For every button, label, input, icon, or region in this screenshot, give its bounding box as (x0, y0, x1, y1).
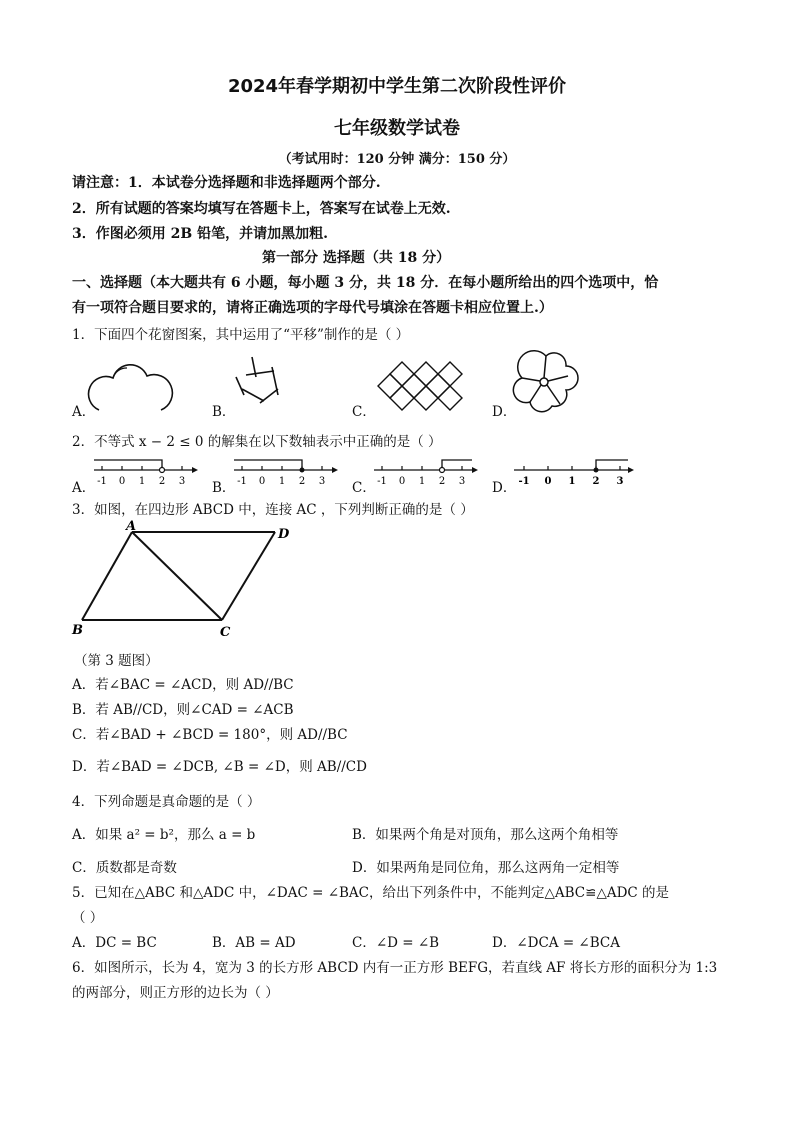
tick-label: 1 (138, 476, 146, 487)
tick-label: 2 (592, 476, 600, 487)
q2-option-d-label: D． (492, 480, 517, 496)
note-2: 2．所有试题的答案均填写在答题卡上，答案写在试卷上无效. (72, 201, 451, 217)
part1-instruction-line2: 有一项符合题目要求的，请将正确选项的字母代号填涂在答题卡相应位置上.） (72, 300, 553, 316)
q2-option-c-label: C． (352, 480, 376, 496)
tick-label: 0 (398, 476, 406, 487)
exam-subtitle: 七年级数学试卷 (334, 118, 460, 139)
q1-option-b-label: B． (212, 404, 236, 420)
q2-numberline-c (372, 452, 482, 488)
q6-stem-line2: 的两部分，则正方形的边长为（ ） (72, 985, 279, 1001)
q1-figure-a-clouds (95, 358, 170, 418)
tick-label: 0 (544, 476, 552, 487)
q3-quadrilateral-figure (70, 519, 300, 642)
tick-label: 0 (258, 476, 266, 487)
tick-label: 2 (298, 476, 306, 487)
q1-stem: 1．下面四个花窗图案，其中运用了“平移”制作的是（ ） (72, 327, 410, 343)
q1-option-d-label: D． (492, 404, 517, 420)
q1-figure-d-flower (516, 352, 576, 412)
tick-label: -1 (97, 476, 107, 487)
tick-label: 0 (118, 476, 126, 487)
q4-stem: 4．下列命题是真命题的是（ ） (72, 794, 261, 810)
q3-stem: 3．如图，在四边形 ABCD 中，连接 AC ，下列判断正确的是（ ） (72, 502, 474, 518)
q5-stem-line1: 5．已知在△ABC 和△ADC 中，∠DAC = ∠BAC，给出下列条件中，不能判定△ABC≌△ADC 的是 (72, 885, 670, 901)
tick-label: -1 (377, 476, 387, 487)
vertex-label-b: B (72, 623, 83, 638)
q3-option-c: C．若∠BAD + ∠BCD = 180°，则 AD//BC (72, 727, 348, 743)
q2-numberline-d (512, 452, 637, 488)
q3-option-b: B．若 AB//CD，则∠CAD = ∠ACB (72, 702, 294, 718)
q4-option-a: A．如果 a² = b²，那么 a = b (72, 827, 256, 843)
q3-option-d: D．若∠BAD = ∠DCB, ∠B = ∠D，则 AB//CD (72, 759, 367, 775)
q4-option-c: C．质数都是奇数 (72, 860, 177, 876)
q1-option-c-label: C． (352, 404, 376, 420)
tick-label: 2 (158, 476, 166, 487)
q5-option-b: B．AB = AD (212, 935, 296, 951)
q5-option-d: D．∠DCA = ∠BCA (492, 935, 620, 951)
tick-label: 2 (438, 476, 446, 487)
tick-label: -1 (518, 476, 530, 487)
vertex-label-a: A (126, 519, 137, 534)
exam-title: 2024年春学期初中学生第二次阶段性评价 (227, 76, 567, 97)
q2-stem: 2．不等式 x − 2 ≤ 0 的解集在以下数轴表示中正确的是（ ） (72, 434, 442, 450)
tick-label: 1 (568, 476, 576, 487)
note-3: 3．作图必须用 2B 铅笔，并请加黑加粗. (72, 226, 328, 242)
part1-instruction-line1: 一、选择题（本大题共有 6 小题，每小题 3 分，共 18 分．在每小题所给出的四个选项中，恰 (72, 275, 659, 291)
tick-label: 1 (418, 476, 426, 487)
q3-figure-caption: （第 3 题图） (74, 653, 159, 669)
part1-heading: 第一部分 选择题（共 18 分） (262, 250, 451, 266)
tick-label: 3 (178, 476, 186, 487)
q2-option-b-label: B． (212, 480, 236, 496)
q1-figure-c-lattice (376, 360, 466, 416)
q4-option-d: D．如果两角是同位角，那么这两角一定相等 (352, 860, 620, 876)
tick-label: 3 (616, 476, 624, 487)
q3-option-a: A．若∠BAC = ∠ACD，则 AD//BC (72, 677, 294, 693)
q2-option-a-label: A． (72, 480, 96, 496)
vertex-label-c: C (220, 625, 231, 640)
tick-label: -1 (237, 476, 247, 487)
vertex-label-d: D (278, 527, 290, 542)
q5-option-a: A．DC = BC (72, 935, 157, 951)
q2-numberline-b (232, 452, 342, 488)
exam-info: （考试用时：120 分钟 满分：150 分） (278, 152, 516, 167)
q4-option-b: B．如果两个角是对顶角，那么这两个角相等 (352, 827, 619, 843)
q5-stem-line2: （ ） (72, 910, 104, 926)
tick-label: 3 (458, 476, 466, 487)
q1-option-a-label: A． (72, 404, 96, 420)
note-1: 请注意：1．本试卷分选择题和非选择题两个部分. (72, 175, 381, 191)
tick-label: 1 (278, 476, 286, 487)
q2-numberline-a (92, 452, 202, 488)
tick-label: 3 (318, 476, 326, 487)
q6-stem-line1: 6．如图所示，长为 4，宽为 3 的长方形 ABCD 内有一正方形 BEFG，若直线 AF 将长方形的面积分为 1:3 (72, 960, 718, 976)
q5-option-c: C．∠D = ∠B (352, 935, 440, 951)
q1-figure-b-rotated-lines (232, 355, 292, 415)
